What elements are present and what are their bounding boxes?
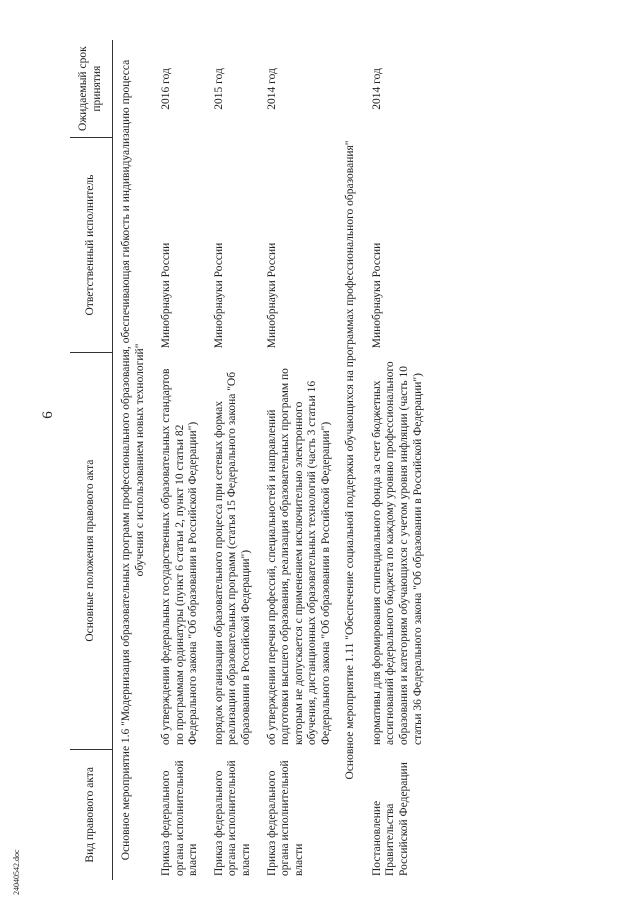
cell-act-type: Приказ федерального органа исполнительной власти [212,760,252,876]
cell-executor: Минобрнауки России [212,242,225,349]
cell-provisions: об утверждении федеральных государственных образовательных стандартов по программам ординатуры (пункт 6 статьи 2, пункт 10 статьи 82 Федерального закона "Об образовании в Российской Федерации") [160,368,200,746]
header-executor: Ответственный исполнитель [70,138,113,352]
rotated-table-container [70,40,620,880]
cell-act-type: Постановление Правительства Российской Федерации [370,762,410,876]
legal-acts-table [70,40,429,880]
cell-deadline: 2014 год [265,68,278,110]
cell-act-type: Приказ федерального органа исполнительной власти [160,760,200,876]
table-header-row [70,40,113,880]
document-file-code: 24040542.doc [12,849,21,895]
page-number: 6 [40,411,56,419]
table-row [258,40,338,880]
group-title: Основное мероприятие 1.6 "Модернизация образовательных программ профессионального образования, обеспечивающая гибкость и индивидуализацию процесса обучения с использованием новых технологий" [120,59,146,861]
group-row [113,40,153,880]
cell-provisions: порядок организации образовательного процесса при сетевых формах реализации образовательных программ (статья 15 Федерального закона "Об образовании в Российской Федерации") [212,371,252,746]
table-row [363,40,429,880]
cell-executor: Минобрнауки России [370,242,383,349]
table-row [205,40,258,880]
cell-provisions: об утверждении перечня профессий, специальностей и направлений подготовки высшего образования, реализация образовательных программ по которым не допускается с применением исключительно электронного обучения, дистанционных образовательных технологий (часть 3 статьи 16 Федерального закона "Об образовании в Российской Федерации") [265,368,332,746]
group-row [337,40,363,880]
cell-act-type: Приказ федерального органа исполнительной власти [265,760,305,876]
cell-deadline: 2014 год [370,68,383,110]
cell-executor: Минобрнауки России [160,242,173,349]
header-act-type: Вид правового акта [70,749,113,880]
cell-provisions: нормативы для формирования стипендиального фонда за счет бюджетных ассигнований федерального бюджета по каждому уровню профессионального образования и категориям обучающихся с учетом уровня инфляции (часть 10 статьи 36 Федерального закона "Об образовании в Российской Федерации") [370,361,424,746]
table-row [152,40,205,880]
header-provisions: Основные положения правового акта [70,352,113,749]
header-deadline: Ожидаемый срок принятия [70,40,113,138]
cell-deadline: 2016 год [160,68,173,110]
group-title: Основное мероприятие 1.11 "Обеспечение социальной поддержки обучающихся на программах профессионального образования" [344,140,357,780]
cell-executor: Минобрнауки России [265,242,278,349]
cell-deadline: 2015 год [212,68,225,110]
